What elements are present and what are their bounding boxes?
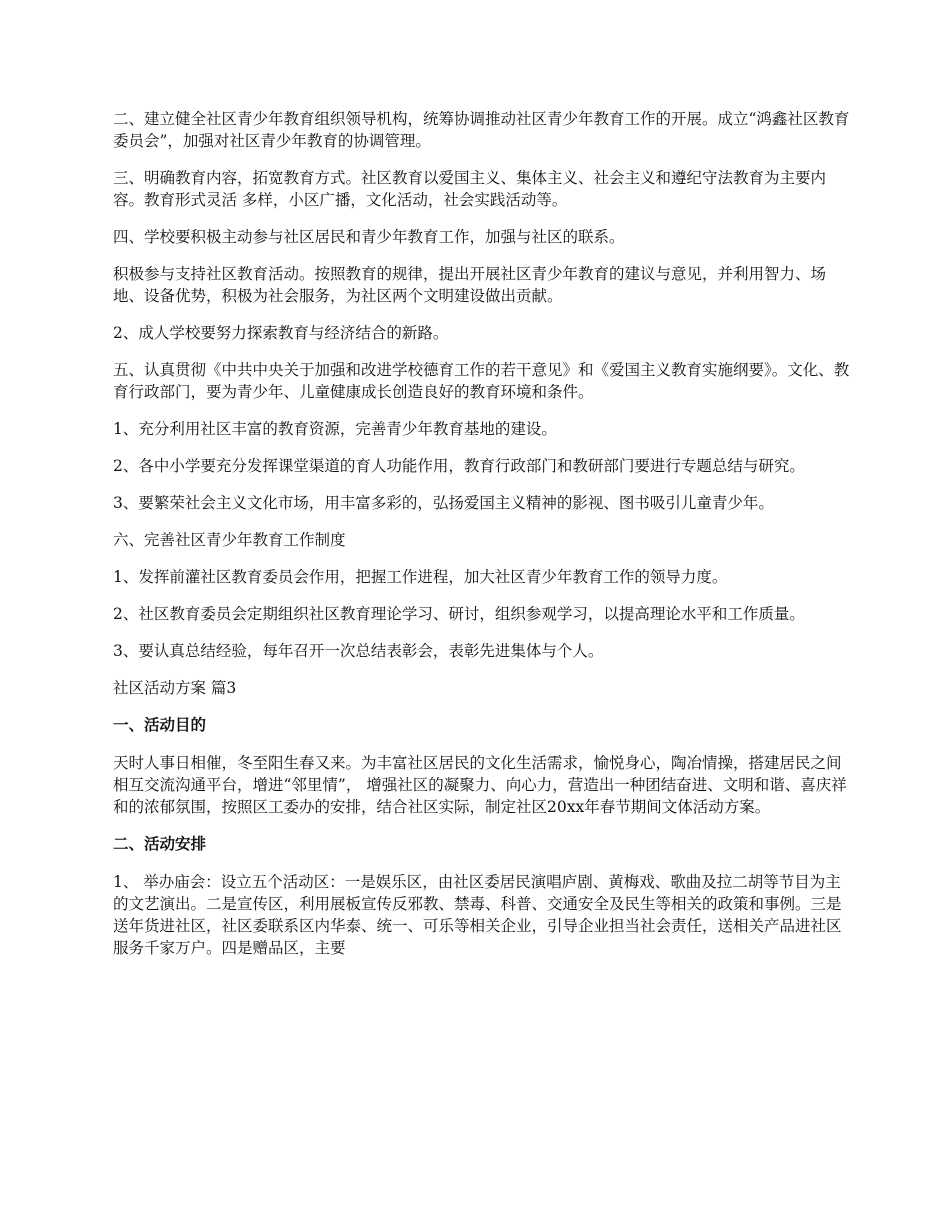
document-page (113, 108, 853, 974)
paragraph: 2、社区教育委员会定期组织社区教育理论学习、研讨，组织参观学习，以提高理论水平和工作质量。 (113, 605, 805, 623)
paragraph: 四、学校要积极主动参与社区居民和青少年教育工作，加强与社区的联系。 (113, 228, 625, 246)
paragraph: 天时人事日相催，冬至阳生春又来。为丰富社区居民的文化生活需求，愉悦身心，陶冶情操，搭建居民之间相互交流沟通平台，增进“邻里情”， 增强社区的凝聚力、向心力，营造出一种团结奋进、文明和谐、喜庆祥和的浓郁氛围，按照区工委办的安排，结合社区实际，制定社区20xx年春节期间文体活动方案。 (113, 754, 847, 816)
paragraph: 2、各中小学要充分发挥课堂渠道的育人功能作用，教育行政部门和教研部门要进行专题总结与研究。 (113, 457, 805, 475)
section-title: 社区活动方案 篇3 (113, 679, 237, 697)
paragraph: 2、成人学校要努力探索教育与经济结合的新路。 (113, 324, 449, 342)
paragraph: 3、要繁荣社会主义文化市场，用丰富多彩的，弘扬爱国主义精神的影视、图书吸引儿童青少年。 (113, 494, 774, 512)
paragraph: 积极参与支持社区教育活动。按照教育的规律，提出开展社区青少年教育的建议与意见，并利用智力、场地、设备优势，积极为社会服务，为社区两个文明建设做出贡献。 (113, 265, 827, 305)
paragraph: 1、充分利用社区丰富的教育资源，完善青少年教育基地的建设。 (113, 420, 557, 438)
paragraph: 1、发挥前灌社区教育委员会作用，把握工作进程，加大社区青少年教育工作的领导力度。 (113, 568, 728, 586)
paragraph: 3、要认真总结经验，每年召开一次总结表彰会，表彰先进集体与个人。 (113, 642, 604, 660)
paragraph: 三、明确教育内容，拓宽教育方式。社区教育以爱国主义、集体主义、社会主义和遵纪守法教育为主要内容。教育形式灵活 多样，小区广播，文化活动，社会实践活动等。 (113, 169, 827, 209)
section-heading: 一、活动目的 (113, 716, 207, 734)
paragraph: 1、 举办庙会：设立五个活动区：一是娱乐区，由社区委居民演唱庐剧、黄梅戏、歌曲及拉二胡等节目为主的文艺演出。二是宣传区，利用展板宣传反邪教、禁毒、科普、交通安全及民生等相关的政策和事例。三是送年货进社区，社区委联系区内华泰、统一、可乐等相关企业，引导企业担当社会责任，送相关产品进社区服务千家万户。四是赠品区，主要 (113, 873, 842, 957)
section-heading: 二、活动安排 (113, 835, 207, 853)
paragraph: 五、认真贯彻《中共中央关于加强和改进学校德育工作的若干意见》和《爱国主义教育实施纲要》。文化、教育行政部门，要为青少年、儿童健康成长创造良好的教育环境和条件。 (113, 361, 850, 401)
paragraph: 六、完善社区青少年教育工作制度 (113, 531, 346, 549)
paragraph: 二、建立健全社区青少年教育组织领导机构，统筹协调推动社区青少年教育工作的开展。成立“鸿鑫社区教育委员会”，加强对社区青少年教育的协调管理。 (113, 110, 850, 150)
